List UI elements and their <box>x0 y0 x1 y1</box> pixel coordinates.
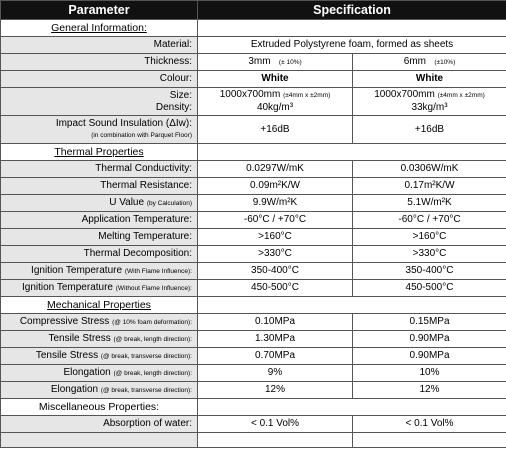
row-value-6mm: 0.0306W/mK <box>353 161 506 178</box>
row-value-6mm: 0.90MPa <box>353 331 506 348</box>
row-label: Tensile Stress (@ break, length direction): <box>1 331 198 348</box>
row-value-3mm: 3mm (± 10%) <box>198 54 353 71</box>
row-value-3mm: 12% <box>198 382 353 399</box>
section-misc <box>1 399 506 416</box>
table-row <box>1 416 506 433</box>
row-value-6mm: 1000x700mm (±4mm x ±2mm) 33kg/m³ <box>353 88 506 116</box>
row-value-3mm: 9% <box>198 365 353 382</box>
row-value-3mm: < 0.1 Vol% <box>198 416 353 433</box>
row-label: Thermal Decomposition: <box>1 246 198 263</box>
section-title: Mechanical Properties <box>47 299 151 311</box>
row-value-6mm: -60°C / +70°C <box>353 212 506 229</box>
row-value-3mm: White <box>198 71 353 88</box>
row-label: Compressive Stress (@ 10% foam deformation): <box>1 314 198 331</box>
row-label: Tensile Stress (@ break, transverse direction): <box>1 348 198 365</box>
section-thermal <box>1 144 506 161</box>
row-label: Ignition Temperature (Without Flame Influence): <box>1 280 198 297</box>
row-label: Thermal Conductivity: <box>1 161 198 178</box>
row-value-3mm: >330°C <box>198 246 353 263</box>
table-row <box>1 314 506 331</box>
table-row <box>1 71 506 88</box>
row-value-6mm: >330°C <box>353 246 506 263</box>
specification-header: Specification <box>198 1 506 20</box>
row-label: Absorption of water: <box>1 416 198 433</box>
row-value-3mm: 450-500°C <box>198 280 353 297</box>
row-value-6mm: 0.17m²K/W <box>353 178 506 195</box>
row-value-3mm: 9.9W/m²K <box>198 195 353 212</box>
row-value-3mm: >160°C <box>198 229 353 246</box>
section-title: Miscellaneous Properties: <box>38 401 160 413</box>
row-label: Elongation (@ break, length direction): <box>1 365 198 382</box>
row-value-6mm: 450-500°C <box>353 280 506 297</box>
table-row <box>1 37 506 54</box>
row-value-6mm: +16dB <box>353 116 506 144</box>
parameter-header: Parameter <box>1 1 198 20</box>
row-label: Elongation (@ break, transverse direction): <box>1 382 198 399</box>
row-value-6mm: 10% <box>353 365 506 382</box>
table-row <box>1 116 506 144</box>
table-row <box>1 54 506 71</box>
table-row <box>1 331 506 348</box>
row-value-3mm: -60°C / +70°C <box>198 212 353 229</box>
row-value-3mm: 0.0297W/mK <box>198 161 353 178</box>
row-value-3mm: 0.09m²K/W <box>198 178 353 195</box>
table-row <box>1 212 506 229</box>
row-label: U Value (by Calculation) <box>1 195 198 212</box>
row-label: Thickness: <box>1 54 198 71</box>
table-row <box>1 280 506 297</box>
table-row <box>1 178 506 195</box>
row-value-3mm: 0.70MPa <box>198 348 353 365</box>
row-label: Application Temperature: <box>1 212 198 229</box>
section-general <box>1 20 506 37</box>
table-row <box>1 348 506 365</box>
row-value-6mm: White <box>353 71 506 88</box>
table-row <box>1 88 506 116</box>
section-mechanical <box>1 297 506 314</box>
row-label: Impact Sound Insulation (ΔIw): (in combination with Parquet Floor) <box>1 116 198 144</box>
row-value-3mm: 1000x700mm (±4mm x ±2mm) 40kg/m³ <box>198 88 353 116</box>
row-value-6mm: 0.90MPa <box>353 348 506 365</box>
row-value-6mm: 5.1W/m²K <box>353 195 506 212</box>
table-row <box>1 263 506 280</box>
table-row <box>1 246 506 263</box>
table-row-empty <box>1 433 506 448</box>
row-value: Extruded Polystyrene foam, formed as sheets <box>198 37 506 54</box>
row-value-6mm: 350-400°C <box>353 263 506 280</box>
row-label: Melting Temperature: <box>1 229 198 246</box>
row-label: Ignition Temperature (With Flame Influence): <box>1 263 198 280</box>
row-value-6mm: 6mm (±10%) <box>353 54 506 71</box>
table-row <box>1 161 506 178</box>
table-row <box>1 195 506 212</box>
row-value-6mm: >160°C <box>353 229 506 246</box>
row-value-6mm: < 0.1 Vol% <box>353 416 506 433</box>
table-row <box>1 382 506 399</box>
row-value-3mm: 0.10MPa <box>198 314 353 331</box>
section-title: Thermal Properties <box>54 146 144 158</box>
row-label: Thermal Resistance: <box>1 178 198 195</box>
table-row <box>1 229 506 246</box>
row-value-3mm: 350-400°C <box>198 263 353 280</box>
row-value-6mm: 12% <box>353 382 506 399</box>
section-title: General Information: <box>51 22 147 34</box>
table-header <box>1 1 506 20</box>
row-label: Size: Density: <box>1 88 198 116</box>
row-value-6mm: 0.15MPa <box>353 314 506 331</box>
row-label: Colour: <box>1 71 198 88</box>
row-value-3mm: 1.30MPa <box>198 331 353 348</box>
table-row <box>1 365 506 382</box>
row-label: Material: <box>1 37 198 54</box>
row-value-3mm: +16dB <box>198 116 353 144</box>
